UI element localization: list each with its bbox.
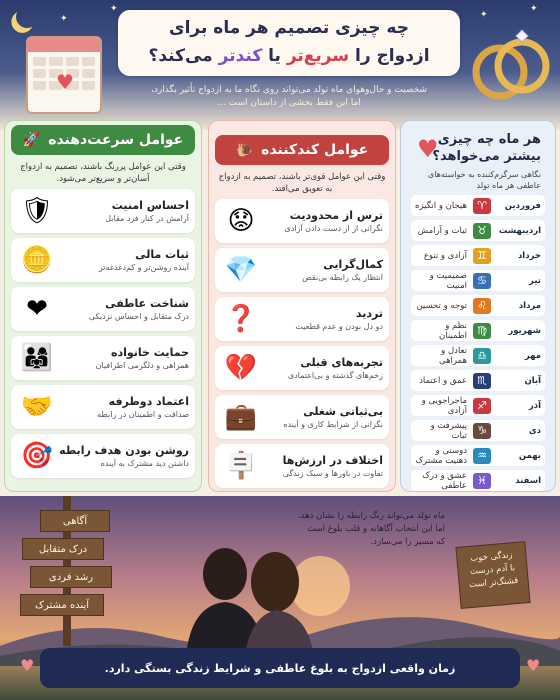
factor-desc: آرامش در کنار فرد مقابل bbox=[105, 214, 189, 223]
heading-text: عوامل کندکننده bbox=[261, 142, 369, 158]
month-name: آبان bbox=[524, 375, 541, 386]
sign-awareness: آگاهی bbox=[40, 510, 110, 532]
month-trait: پیشرفت و ثبات bbox=[430, 420, 467, 441]
month-trait: آزادی و تنوع bbox=[423, 250, 467, 261]
factor-title: احساس امنیت bbox=[111, 199, 189, 212]
star-icon: ✦ bbox=[110, 4, 118, 14]
zodiac-sign-icon: ♈ bbox=[473, 198, 491, 214]
page-title bbox=[118, 10, 460, 76]
diamond-icon: 💎 bbox=[224, 255, 258, 285]
title-line-1: چه چیزی تصمیم هر ماه برای bbox=[169, 18, 409, 38]
month-row bbox=[411, 295, 545, 316]
month-row bbox=[411, 370, 545, 391]
slowing-factors-heading bbox=[215, 135, 389, 165]
sign-line: زندگی خوب bbox=[469, 550, 513, 564]
month-row bbox=[411, 445, 545, 466]
factor-desc: نگرانی از از دست دادن آزادی bbox=[284, 224, 383, 233]
factor-text bbox=[57, 444, 189, 468]
month-trait: تعادل و همراهی bbox=[438, 345, 467, 366]
months-heading-line: هر ماه چه چیزی bbox=[437, 132, 541, 147]
month-name: آذر bbox=[528, 400, 541, 411]
month-name: خرداد bbox=[517, 250, 541, 261]
factor-title: حمایت خانواده bbox=[110, 346, 189, 359]
month-row bbox=[411, 345, 545, 366]
footer-banner: زمان واقعی ازدواج به بلوغ عاطفی و شرایط زندگی بستگی دارد. bbox=[40, 648, 520, 688]
heart-icon: ♥ bbox=[526, 656, 541, 675]
factor-title: ترس از محدودیت bbox=[289, 209, 383, 222]
target-icon: 🎯 bbox=[20, 441, 54, 471]
factor-desc: آینده روشن‌تر و کم‌دغدغه‌تر bbox=[98, 263, 189, 272]
broken-heart-icon: 💔 bbox=[224, 353, 258, 383]
quote-line: ماه تولد می‌تواند رنگ رابطه را نشان دهد، bbox=[297, 511, 445, 521]
month-name: اسفند bbox=[515, 475, 541, 486]
title-fast-word: سریع‌تر bbox=[286, 46, 350, 66]
factor-title: تردید bbox=[355, 307, 383, 320]
month-trait: عشق و درک عاطفی bbox=[422, 470, 467, 491]
zodiac-sign-icon: ♑ bbox=[473, 423, 491, 439]
slow-factor-row bbox=[215, 444, 389, 488]
question-head-icon: ❓ bbox=[224, 304, 258, 334]
month-row bbox=[411, 220, 545, 241]
month-trait: دوستی و ذهنیت مشترک bbox=[415, 445, 467, 466]
factor-title: اختلاف در ارزش‌ها bbox=[282, 454, 383, 467]
month-name: تیر bbox=[529, 275, 541, 286]
month-row bbox=[411, 270, 545, 291]
month-name: دی bbox=[528, 425, 541, 436]
factor-desc: داشتن دید مشترک به آینده bbox=[100, 459, 189, 468]
rocket-icon: 🚀 bbox=[22, 132, 41, 148]
factor-text bbox=[57, 248, 189, 272]
factor-text bbox=[261, 454, 383, 478]
sign-good-life bbox=[455, 541, 530, 609]
zodiac-sign-icon: ♒ bbox=[473, 448, 491, 464]
zodiac-sign-icon: ♎ bbox=[473, 348, 491, 364]
sign-line: قشنگ‌تر است bbox=[468, 575, 519, 591]
slowing-factors-intro: وقتی این عوامل قوی‌تر باشند، تصمیم به ازدواج به تعویق می‌افتد. bbox=[218, 172, 386, 194]
star-icon: ✦ bbox=[480, 10, 488, 20]
wedding-rings-icon bbox=[466, 26, 554, 106]
factor-text bbox=[261, 307, 383, 331]
zodiac-sign-icon: ♍ bbox=[473, 323, 491, 339]
sign-shared-future: آینده مشترک bbox=[20, 594, 104, 616]
month-name: شهریور bbox=[508, 325, 541, 336]
worried-face-icon: 😟 bbox=[227, 206, 255, 236]
month-row bbox=[411, 245, 545, 266]
subtitle-line: اما این فقط بخشی از داستان است ... bbox=[217, 98, 361, 108]
month-trait: توجه و تحسین bbox=[416, 300, 467, 311]
handshake-icon: 🤝 bbox=[20, 392, 54, 422]
shield-icon: 🛡 bbox=[20, 196, 54, 226]
heart-icon: ♥ bbox=[20, 656, 35, 675]
month-name: فروردین bbox=[504, 200, 541, 211]
month-trait: صمیمیت و امنیت bbox=[429, 270, 467, 291]
factor-text bbox=[261, 405, 383, 429]
title-text: می‌کند؟ bbox=[148, 46, 219, 66]
month-name: بهمن bbox=[518, 450, 541, 461]
factor-text bbox=[57, 297, 189, 321]
fast-factor-row bbox=[11, 238, 195, 282]
factor-desc: تفاوت در باورها و سبک زندگی bbox=[282, 469, 383, 478]
signpost-icon: 🪧 bbox=[224, 451, 258, 481]
fast-factor-row bbox=[11, 434, 195, 478]
sign-personal-growth: رشد فردی bbox=[30, 566, 112, 588]
month-trait: عمق و اعتماد bbox=[419, 375, 467, 386]
fast-factor-row bbox=[11, 287, 195, 331]
heart-icon: ♥ bbox=[417, 135, 439, 163]
factor-text bbox=[57, 395, 189, 419]
factor-desc: زخم‌های گذشته و بی‌اعتمادی bbox=[287, 371, 383, 380]
factor-text bbox=[261, 356, 383, 380]
fast-factor-row bbox=[11, 385, 195, 429]
calendar-icon: ♥ bbox=[26, 36, 102, 114]
zodiac-sign-icon: ♌ bbox=[473, 298, 491, 314]
slow-factor-row bbox=[215, 199, 389, 243]
coins-icon: 🪙 bbox=[20, 245, 54, 275]
month-trait: ماجراجویی و آزادی bbox=[421, 395, 467, 416]
slow-factor-row bbox=[215, 297, 389, 341]
month-name: مرداد bbox=[518, 300, 541, 311]
slow-factor-row bbox=[215, 395, 389, 439]
accelerating-factors-panel bbox=[4, 120, 202, 492]
factor-text bbox=[261, 209, 383, 233]
factor-text bbox=[57, 199, 189, 223]
factor-desc: صداقت و اطمینان در رابطه bbox=[97, 410, 189, 419]
factor-title: بی‌ثباتی شغلی bbox=[303, 405, 383, 418]
bottom-scene bbox=[0, 496, 560, 700]
title-slow-word: کندتر bbox=[218, 46, 263, 66]
factor-text bbox=[261, 258, 383, 282]
subtitle-line: شخصیت و حال‌وهوای ماه تولد می‌تواند روی نگاه ما به ازدواج تأثیر بگذارد، bbox=[150, 85, 428, 95]
family-icon: 👨‍👩‍👧 bbox=[20, 343, 54, 373]
factor-desc: دو دل بودن و عدم قطعیت bbox=[295, 322, 383, 331]
month-row bbox=[411, 420, 545, 441]
month-row bbox=[411, 470, 545, 491]
slowing-factors-panel bbox=[208, 120, 396, 492]
month-trait: نظم و اطمینان bbox=[438, 320, 467, 341]
month-row bbox=[411, 195, 545, 216]
quote-line: که مسیر را می‌سازد. bbox=[370, 537, 445, 547]
zodiac-sign-icon: ♉ bbox=[473, 223, 491, 239]
factor-desc: نگرانی از شرایط کاری و آینده bbox=[283, 420, 383, 429]
factor-title: کمال‌گرایی bbox=[323, 258, 383, 271]
factor-title: ثبات مالی bbox=[135, 248, 189, 261]
month-name: اردیبهشت bbox=[498, 225, 541, 236]
star-icon: ✦ bbox=[530, 4, 538, 14]
months-panel bbox=[400, 120, 556, 492]
months-heading-line: بیشتر می‌خواهد؟ bbox=[432, 149, 541, 164]
title-text: ازدواج را bbox=[349, 46, 430, 66]
snail-icon: 🐌 bbox=[235, 142, 254, 158]
months-intro: نگاهی سرگرم‌کننده به خواسته‌های عاطفی هر ماه تولد bbox=[427, 170, 541, 190]
month-row bbox=[411, 395, 545, 416]
sign-line: با آدم درست bbox=[469, 563, 516, 577]
quote-line: اما این انتخاب آگاهانه و قلب بلوغ است bbox=[307, 524, 445, 534]
quote-text bbox=[245, 510, 445, 549]
factor-text bbox=[57, 346, 189, 370]
factor-desc: درک متقابل و احساس نزدیکی bbox=[88, 312, 189, 321]
heart-icon: ❤ bbox=[26, 294, 48, 324]
factor-desc: انتظار یک رابطه بی‌نقص bbox=[302, 273, 383, 282]
factor-title: تجربه‌های قبلی bbox=[300, 356, 383, 369]
title-text: یا bbox=[262, 46, 287, 66]
factor-title: روشن بودن هدف رابطه bbox=[59, 444, 189, 457]
heading-text: عوامل سرعت‌دهنده bbox=[48, 132, 184, 148]
slow-factor-row bbox=[215, 248, 389, 292]
fast-factor-row bbox=[11, 336, 195, 380]
factor-title: اعتماد دوطرفه bbox=[108, 395, 189, 408]
accelerating-factors-heading bbox=[11, 125, 195, 155]
month-row bbox=[411, 320, 545, 341]
star-icon: ✦ bbox=[60, 14, 68, 24]
sign-mutual-understanding: درک متقابل bbox=[22, 538, 104, 560]
accelerating-factors-intro: وقتی این عوامل پررنگ باشند، تصمیم به ازدواج آسان‌تر و سریع‌تر می‌شود. bbox=[20, 162, 186, 184]
zodiac-sign-icon: ♊ bbox=[473, 248, 491, 264]
month-trait: هیجان و انگیزه bbox=[414, 200, 467, 211]
briefcase-icon: 💼 bbox=[224, 402, 258, 432]
factor-title: شناخت عاطفی bbox=[105, 297, 189, 310]
zodiac-sign-icon: ♓ bbox=[473, 473, 491, 489]
month-name: مهر bbox=[524, 350, 541, 361]
title-line-2 bbox=[118, 42, 460, 70]
factor-desc: همراهی و دلگرمی اطرافیان bbox=[95, 361, 189, 370]
zodiac-sign-icon: ♋ bbox=[473, 273, 491, 289]
fast-factor-row bbox=[11, 189, 195, 233]
month-trait: ثبات و آرامش bbox=[417, 225, 467, 236]
subtitle bbox=[118, 84, 460, 110]
zodiac-sign-icon: ♏ bbox=[473, 373, 491, 389]
zodiac-sign-icon: ♐ bbox=[473, 398, 491, 414]
months-heading bbox=[407, 125, 549, 165]
slow-factor-row bbox=[215, 346, 389, 390]
